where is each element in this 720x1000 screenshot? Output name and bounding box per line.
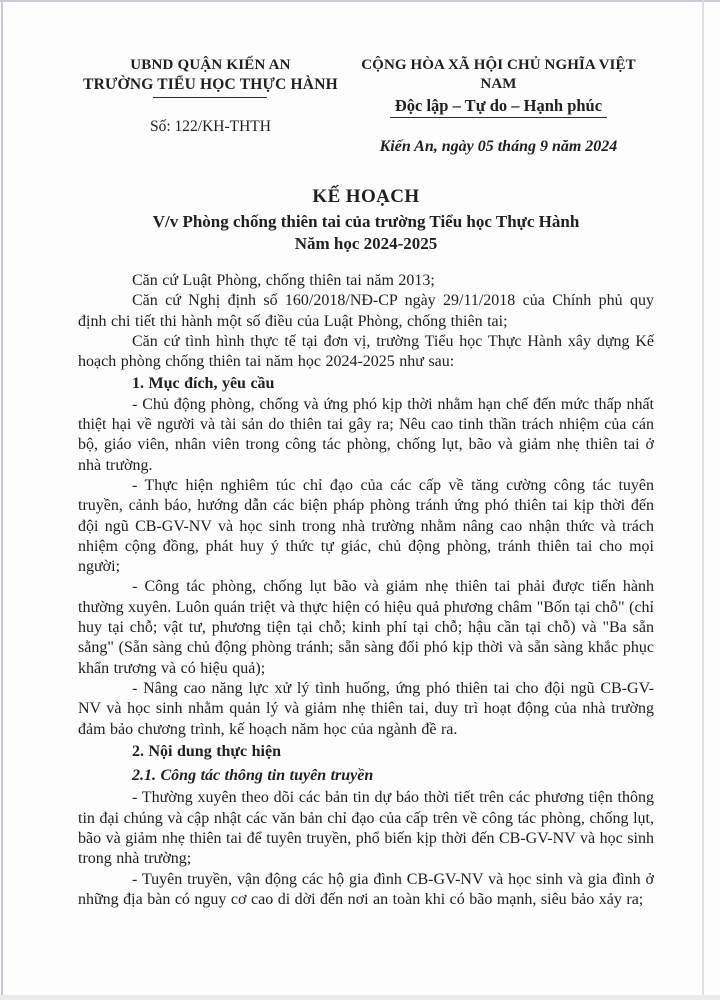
document-content xyxy=(78,56,654,910)
document-body xyxy=(78,271,654,910)
scan-edge-left xyxy=(1,0,3,1000)
national-motto-block xyxy=(343,56,654,157)
place-and-date: Kiến An, ngày 05 tháng 9 năm 2024 xyxy=(379,138,618,155)
school-name: TRƯỜNG TIỂU HỌC THỰC HÀNH xyxy=(83,76,338,93)
document-header xyxy=(78,56,654,157)
scan-edge-bottom xyxy=(0,995,720,1000)
parent-agency-name: UBND QUẬN KIẾN AN xyxy=(130,57,291,73)
paragraph: Căn cứ tình hình thực tế tại đơn vị, trường Tiểu học Thực Hành xây dựng Kế hoạch phòng chống thiên tai năm học 2024-2025 như sau: xyxy=(78,332,654,371)
paragraph: - Công tác phòng, chống lụt bão và giảm nhẹ thiên tai phải được tiến hành thường xuyên. Luôn quán triệt và thực hiện có hiệu quả phương châm "Bốn tại chỗ" (chỉ huy tại chỗ; vật tư, phương tiện tại chỗ; kinh phí tại chỗ; hậu cần tại chỗ) và "Ba sẵn sằng" (Sẵn sàng chủ động phòng tránh; sẵn sàng đối phó kịp thời và sẵn sàng khắc phục khẩn trương và có hiệu quả); xyxy=(78,578,654,677)
document-title-block xyxy=(78,186,654,254)
scan-edge-top xyxy=(0,0,720,2)
document-title: KẾ HOẠCH xyxy=(312,186,420,207)
document-number: Số: 122/KH-THTH xyxy=(149,118,271,135)
national-motto-line2: Độc lập – Tự do – Hạnh phúc xyxy=(390,96,607,118)
national-motto-line1: CỘNG HÒA XÃ HỘI CHỦ NGHĨA VIỆT NAM xyxy=(361,57,636,92)
paragraph: - Thực hiện nghiêm túc chỉ đạo của các cấp về tăng cường công tác tuyên truyền, cảnh báo, hướng dẫn các biện pháp phòng tránh ứng phó thiên tai kịp thời đến đội ngũ CB-GV-NV và học sinh trong nhà trường nhằm nâng cao nhận thức và trách nhiệm cộng đồng, phát huy ý thức tự giác, chủ động phòng, tránh thiên tai cho mọi người; xyxy=(78,476,654,576)
paragraph: Căn cứ Luật Phòng, chống thiên tai năm 2013; xyxy=(132,272,435,289)
scan-edge-right xyxy=(702,0,704,1000)
school-year: Năm học 2024-2025 xyxy=(294,234,438,253)
section-heading: 1. Mục đích, yêu cầu xyxy=(132,375,275,393)
section-heading: 2.1. Công tác thông tin tuyên truyền xyxy=(132,767,374,785)
paragraph: - Chủ động phòng, chống và ứng phó kịp thời nhằm hạn chế đến mức thấp nhất thiệt hại về người và tài sản do thiên tai gây ra; Nêu cao tinh thần trách nhiệm của cán bộ, giáo viên, nhân viên trong công tác phòng, chống lụt, bão và giảm nhẹ thiên tai ở nhà trường. xyxy=(78,395,654,474)
paragraph: - Thường xuyên theo dõi các bản tin dự báo thời tiết trên các phương tiện thông tin đại chúng và cập nhật các văn bản chỉ đạo của cấp trên về công tác phòng, chống lụt, bão và giảm nhẹ thiên tai để tuyên truyền, phổ biến kịp thời đến CB-GV-NV và học sinh trong nhà trường; xyxy=(78,789,654,868)
school-name-underline xyxy=(153,97,267,98)
paragraph: - Tuyên truyền, vận động các hộ gia đình CB-GV-NV và học sinh và gia đình ở những địa bàn có nguy cơ cao di dời đến nơi an toàn khi có bão mạnh, siêu bảo xảy ra; xyxy=(78,870,654,908)
paragraph: - Nâng cao năng lực xử lý tình huống, ứng phó thiên tai cho đội ngũ CB-GV-NV và học sinh nhằm quản lý và giảm nhẹ thiên tai, duy trì hoạt động của nhà trường đảm bảo chương trình, kế hoạch năm học của ngành đề ra. xyxy=(78,679,654,738)
issuing-agency-block xyxy=(78,56,343,136)
document-subject: V/v Phòng chống thiên tai của trường Tiểu học Thực Hành xyxy=(152,212,580,231)
section-heading: 2. Nội dung thực hiện xyxy=(132,742,281,760)
paragraph: Căn cứ Nghị định số 160/2018/NĐ-CP ngày 29/11/2018 của Chính phủ quy định chi tiết thi hành một số điều của Luật Phòng, chống thiên tai; xyxy=(78,292,654,330)
